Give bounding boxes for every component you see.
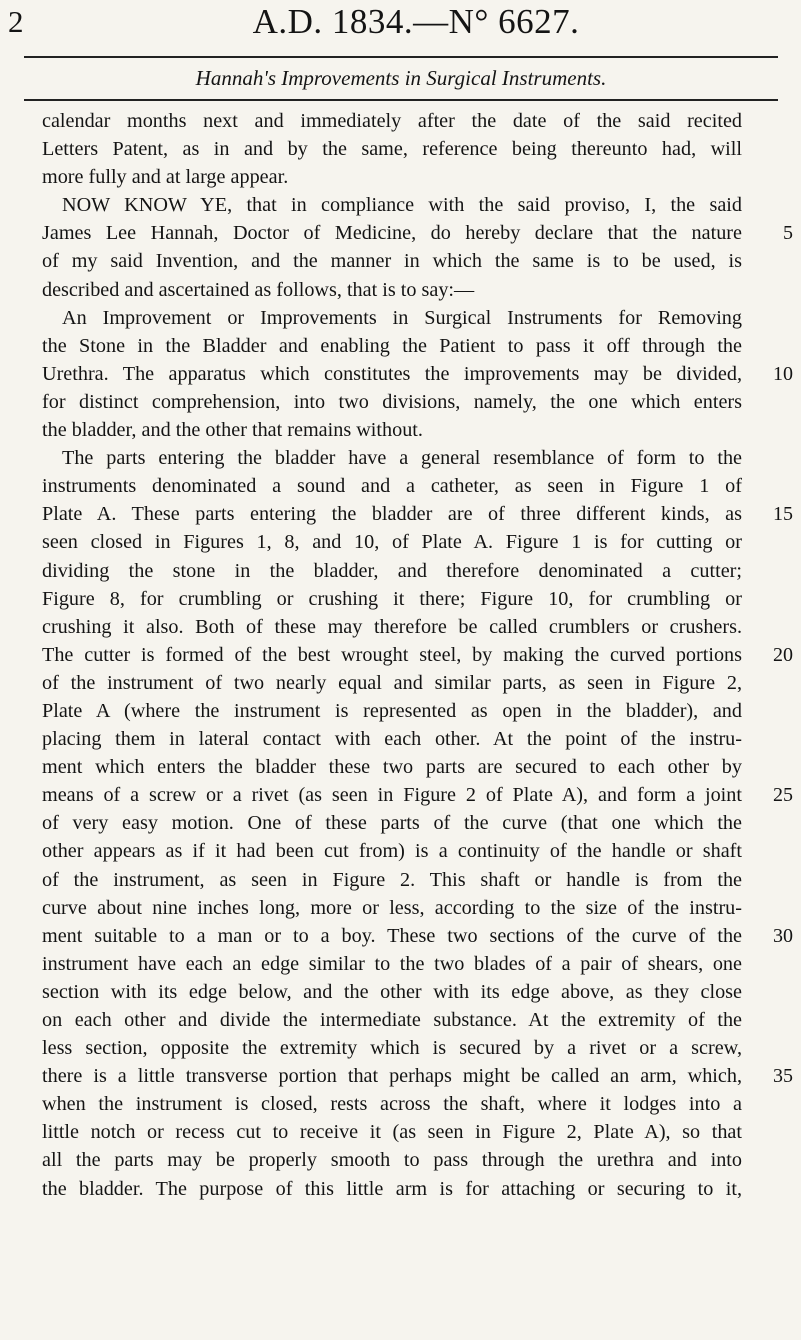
- text-line: on each other and divide the intermediate substance. At the extremity of the: [42, 1009, 742, 1031]
- text-line: curve about nine inches long, more or less, according to the size of the instru-: [42, 896, 742, 919]
- text-line: The cutter is formed of the best wrought steel, by making the curved portions: [42, 643, 742, 666]
- text-line: all the parts may be properly smooth to pass through the urethra and into: [42, 1149, 742, 1172]
- text-line: the bladder. The purpose of this little arm is for attaching or securing to it,: [42, 1177, 742, 1200]
- margin-line-number: 20: [773, 643, 793, 666]
- text-line: dividing the stone in the bladder, and therefore denominated a cutter;: [42, 559, 742, 582]
- text-line: of very easy motion. One of these parts of the curve (that one which the: [42, 812, 742, 835]
- text-line: other appears as if it had been cut from) is a continuity of the handle or shaft: [42, 840, 742, 863]
- header-rule-bottom: [24, 99, 778, 101]
- text-line: of the instrument, as seen in Figure 2. This shaft or handle is from the: [42, 868, 742, 891]
- text-line: more fully and at large appear.: [42, 166, 289, 189]
- document-title: A.D. 1834.—N° 6627.: [252, 2, 580, 41]
- margin-line-number: 25: [773, 784, 793, 807]
- text-line: Urethra. The apparatus which constitutes the improvements may be divided,: [42, 362, 742, 385]
- margin-line-number: 10: [773, 362, 793, 385]
- margin-line-number: 5: [783, 222, 793, 245]
- text-line: instrument have each an edge similar to the two blades of a pair of shears, one: [42, 952, 742, 975]
- text-line: NOW KNOW YE, that in compliance with the said proviso, I, the said: [62, 194, 742, 217]
- text-line: the bladder, and the other that remains without.: [42, 419, 423, 442]
- running-subtitle: Hannah's Improvements in Surgical Instruments.: [195, 66, 607, 90]
- text-line: seen closed in Figures 1, 8, and 10, of Plate A. Figure 1 is for cutting or: [42, 531, 742, 554]
- text-line: described and ascertained as follows, that is to say:—: [42, 278, 475, 301]
- text-line: section with its edge below, and the other with its edge above, as they close: [42, 980, 742, 1003]
- text-line: An Improvement or Improvements in Surgical Instruments for Removing: [62, 306, 742, 329]
- text-line: less section, opposite the extremity which is secured by a rivet or a screw,: [42, 1037, 742, 1060]
- text-line: means of a screw or a rivet (as seen in Figure 2 of Plate A), and form a joint: [42, 784, 742, 807]
- text-line: ment suitable to a man or to a boy. These two sections of the curve of the: [42, 924, 742, 947]
- text-line: ment which enters the bladder these two parts are secured to each other by: [42, 756, 742, 779]
- text-line: Plate A. These parts entering the bladder are of three different kinds, as: [42, 503, 742, 526]
- text-line: of my said Invention, and the manner in which the same is to be used, is: [42, 250, 742, 273]
- text-line: of the instrument of two nearly equal and similar parts, as seen in Figure 2,: [42, 671, 742, 694]
- text-line: Letters Patent, as in and by the same, reference being thereunto had, will: [42, 138, 742, 161]
- text-line: when the instrument is closed, rests across the shaft, where it lodges into a: [42, 1093, 742, 1116]
- text-line: James Lee Hannah, Doctor of Medicine, do hereby declare that the nature: [42, 222, 742, 245]
- text-line: the Stone in the Bladder and enabling the Patient to pass it off through the: [42, 334, 742, 357]
- body-text: [42, 107, 742, 1203]
- page-number: 2: [8, 4, 24, 39]
- text-line: there is a little transverse portion that perhaps might be called an arm, which,: [42, 1065, 742, 1088]
- text-line: Figure 8, for crumbling or crushing it there; Figure 10, for crumbling or: [42, 587, 742, 610]
- margin-line-number: 30: [773, 924, 793, 947]
- margin-line-number: 35: [773, 1065, 793, 1088]
- text-line: instruments denominated a sound and a catheter, as seen in Figure 1 of: [42, 475, 742, 498]
- text-line: calendar months next and immediately after the date of the said recited: [42, 110, 742, 132]
- text-line: Plate A (where the instrument is represented as open in the bladder), and: [42, 699, 742, 722]
- text-line: The parts entering the bladder have a general resemblance of form to the: [62, 447, 742, 470]
- text-line: placing them in lateral contact with each other. At the point of the instru-: [42, 728, 742, 751]
- text-line: crushing it also. Both of these may therefore be called crumblers or crushers.: [42, 615, 742, 638]
- header-rule-top: [24, 56, 778, 58]
- margin-line-number: 15: [773, 503, 793, 526]
- text-line: for distinct comprehension, into two divisions, namely, the one which enters: [42, 390, 742, 413]
- text-line: little notch or recess cut to receive it (as seen in Figure 2, Plate A), so that: [42, 1121, 742, 1144]
